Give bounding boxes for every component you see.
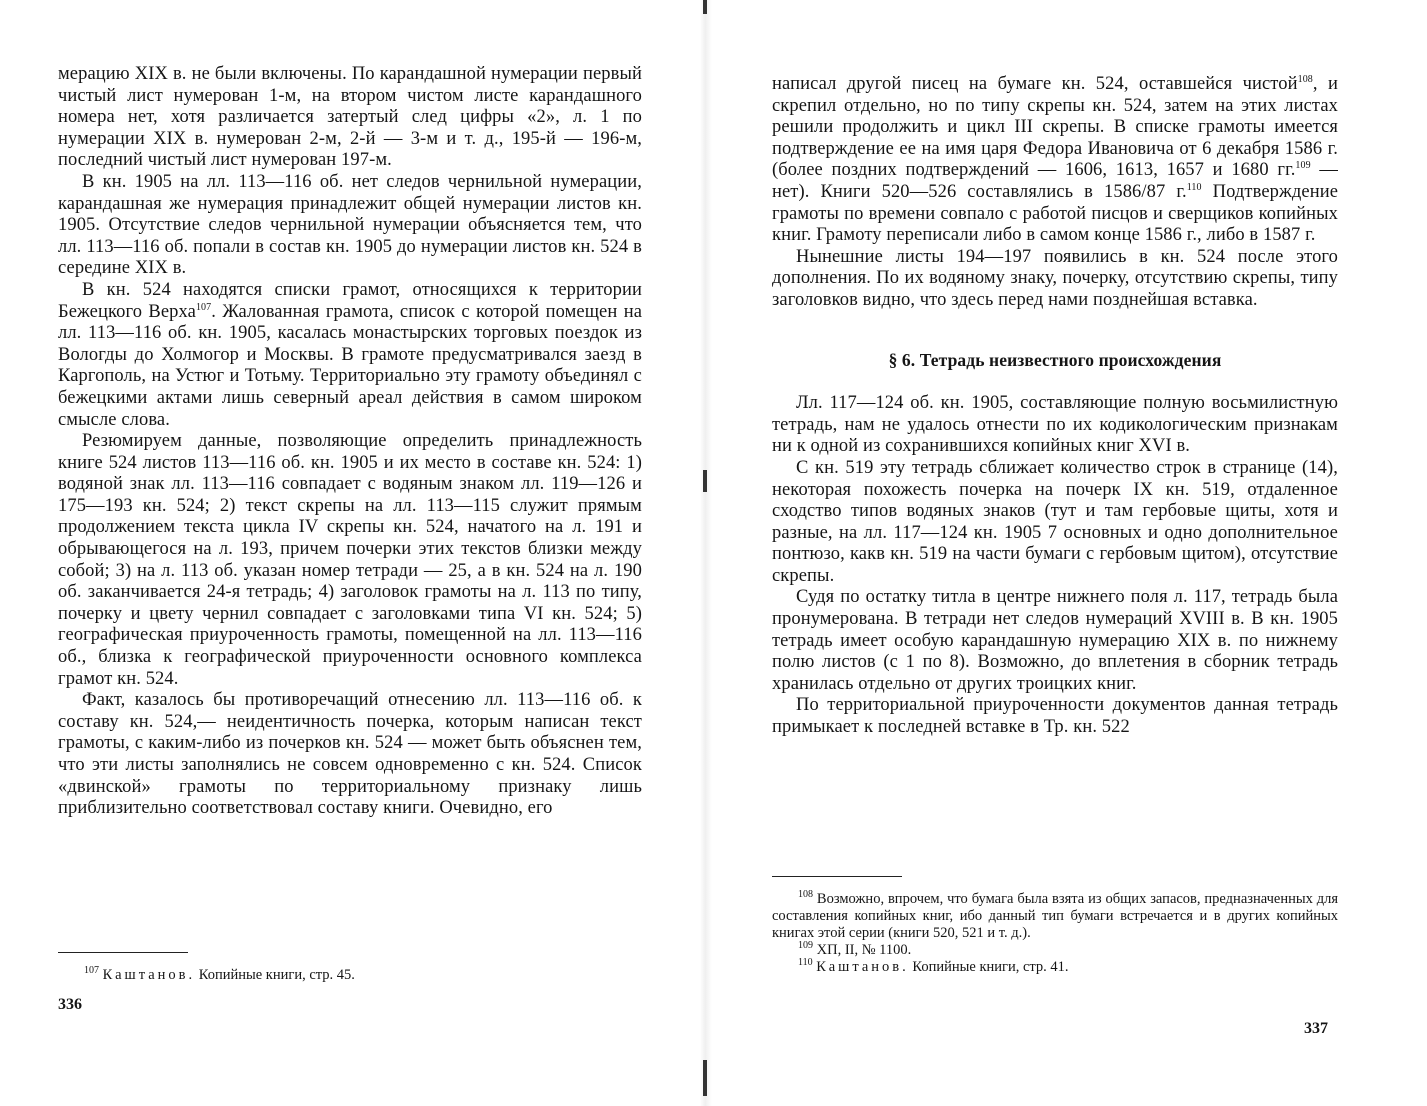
footnote-author: Каштанов. <box>816 959 909 975</box>
paragraph: Факт, казалось бы противоречащий отнесению лл. 113—116 об. к составу кн. 524,— неидентичность почерка, которым написан текст грамоты, с каким-либо из почерков кн. 524 — может быть объяснен тем, что эти листы заполнялись не совсем одновременно с кн. 524. Список «двинской» грамоты по территориальному признаку лишь приблизительно соответствовал составу книги. Очевидно, его <box>58 690 642 819</box>
footnote-author: Каштанов. <box>102 967 196 983</box>
gutter-mark <box>703 470 707 492</box>
left-footnotes <box>58 952 642 984</box>
book-gutter <box>700 0 712 1106</box>
paragraph <box>772 74 1338 247</box>
gutter-mark <box>703 1060 707 1096</box>
paragraph-text: Подтверждение грамоты по времени совпало с работой писцов и сверщиков копийных книг. Грамоту переписали либо в самом конце 1586 г., либо в 1587 г. <box>772 181 1339 246</box>
paragraph: мерацию XIX в. не были включены. По карандашной нумерации первый чистый лист нумерован 1-м, на втором чистом листе карандашного номера нет, хотя различается затертый след цифры «2», л. 1 по нумерации XIX в. нумерован 2-м, 2-й — 3-м и т. д., 195-й — 196-м, последний чистый лист нумерован 197-м. <box>58 64 642 171</box>
footnote <box>772 942 1338 959</box>
paragraph: В кн. 1905 на лл. 113—116 об. нет следов чернильной нумерации, карандашная же нумерация принадлежит общей нумерации листов кн. 1905. Отсутствие следов чернильной нумерации объясняется тем, что лл. 113—116 об. попали в состав кн. 1905 до нумерации листов кн. 524 в середине XIX в. <box>58 171 642 279</box>
paragraph: По территориальной приуроченности документов данная тетрадь примыкает к последней вставке в Тр. кн. 522 <box>772 695 1338 738</box>
footnote-number: 108 <box>798 889 813 901</box>
footnote-reference[interactable]: 108 <box>1297 73 1313 85</box>
footnote-number: 109 <box>798 940 813 952</box>
paragraph-text: , и скрепил отдельно, но по типу скрепы кн. 524, затем на этих листах решили продолжить и цикл III скрепы. В списке грамоты имеется подтверждение ее на имя царя Федора Ивановича от 6 декабря 1586 г. (более поздних подтверждений — 1606, 1613, 1657 и 1680 гг. <box>772 74 1339 181</box>
paragraph: Нынешние листы 194—197 появились в кн. 524 после этого дополнения. По их водяному знаку, почерку, отсутствию скрепы, типу заголовков видно, что здесь перед нами позднейшая вставка. <box>772 246 1338 310</box>
footnote-reference[interactable]: 110 <box>1186 181 1202 193</box>
footnote-number: 107 <box>84 965 99 977</box>
paragraph-text: написал другой писец на бумаге кн. 524, оставшейся чистой <box>772 74 1298 94</box>
footnote-text: Возможно, впрочем, что бумага была взята из общих запасов, предназначенных для составления копийных книг, ибо данный тип бумаги встречается и в других копийных книгах этой серии (книги 520, 521 и т. д.). <box>772 891 1339 941</box>
footnote-reference[interactable]: 109 <box>1295 160 1311 172</box>
paragraph: Резюмируем данные, позволяющие определить принадлежность книге 524 листов 113—116 об. кн. 1905 и их место в составе кн. 524: 1) водяной знак лл. 113—116 совпадает с водяным знаком лл. 119—126 и 175—193 кн. 524; 2) текст скрепы на лл. 113—115 служит прямым продолжением текста цикла IV скрепы кн. 524, начатого на л. 191 и обрывающегося на л. 193, причем почерки этих текстов близки между собой; 3) на л. 113 об. указан номер тетради — 25, а в кн. 524 на л. 190 об. заканчивается 24-я тетрадь; 4) заголовок грамоты на л. 113 по типу, почерку и цвету чернил совпадает с заголовками типа VI кн. 524; 5) географическая приуроченность грамоты, помещенной на лл. 113—116 об., близка к географической приуроченности основного комплекса грамот кн. 524. <box>58 431 642 689</box>
paragraph-text: . Жалованная грамота, список с которой помещен на лл. 113—116 об. кн. 1905, касалась монастырских торговых поездок из Вологды до Холмогор и Москвы. В грамоте предусматривался заезд в Каргополь, на Устюг и Тотьму. Территориально эту грамоту объединял с бежецкими актами лишь северный ареал действия в самом широком смысле слова. <box>58 301 643 430</box>
footnote <box>772 891 1338 942</box>
section-heading: § 6. Тетрадь неизвестного происхождения <box>888 349 1222 370</box>
paragraph-text: В кн. 524 находятся списки грамот, относящихся к территории Бежецкого Верха <box>58 279 642 322</box>
footnote <box>58 967 642 984</box>
paragraph <box>58 280 642 431</box>
footnote <box>772 959 1338 976</box>
right-footnotes <box>772 876 1338 976</box>
page-number: 337 <box>1304 1020 1328 1037</box>
left-page <box>0 0 700 1106</box>
gutter-mark <box>703 0 707 14</box>
paragraph: С кн. 519 эту тетрадь сближает количество строк в странице (14), некоторая похожесть почерка на почерк IX кн. 519, отдаленное сходство типов водяных знаков (тут и там гербовые щиты, хотя и разные, на лл. 117—124 кн. 1905 7 основных и одно дополнительное понтюзо, какв кн. 519 на части бумаги с гербовым щитом), отсутствие скрепы. <box>772 457 1338 586</box>
right-page <box>712 0 1427 1106</box>
page-number: 336 <box>58 996 82 1013</box>
paragraph-text: — нет). Книги 520—526 составлялись в 1586/87 г. <box>772 160 1339 202</box>
footnote-text: Копийные книги, стр. 45. <box>198 967 355 983</box>
paragraph: Лл. 117—124 об. кн. 1905, составляющие полную восьмилистную тетрадь, нам не удалось отнести по их кодикологическим признакам ни к одной из сохранившихся копийных книг XVI в. <box>772 393 1338 457</box>
footnote-reference[interactable]: 107 <box>195 301 212 313</box>
right-page-body <box>772 74 1338 739</box>
footnote-text: ХП, II, № 1100. <box>816 942 912 958</box>
paragraph: Судя по остатку титла в центре нижнего поля л. 117, тетрадь была пронумерована. В тетради нет следов нумераций XVIII в. В кн. 1905 тетрадь имеет особую карандашную нумерацию XIX в. по нижнему полю листов (с 1 по 8). Возможно, до вплетения в сборник тетрадь хранилась отдельно от других троицких книг. <box>772 587 1338 694</box>
footnote-number: 110 <box>798 957 813 969</box>
footnote-divider <box>58 952 188 953</box>
footnote-text: Копийные книги, стр. 41. <box>912 959 1069 975</box>
left-page-body <box>58 64 642 820</box>
footnote-divider <box>772 876 902 877</box>
